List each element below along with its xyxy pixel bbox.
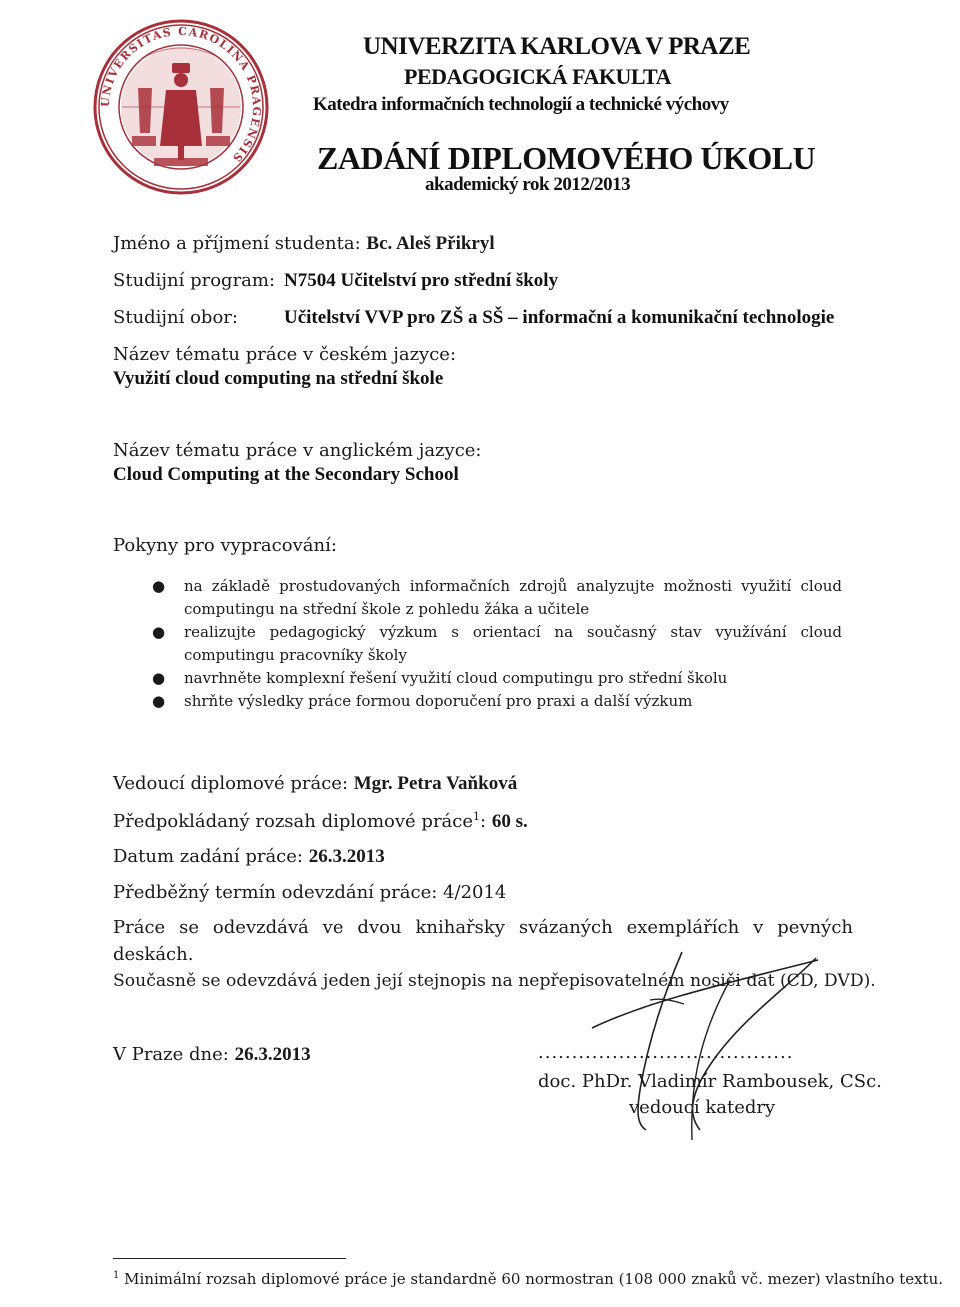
handwritten-signature: [590, 940, 830, 1150]
list-item-line: shrňte výsledky práce formou doporučení pro praxi a další výzkum: [184, 692, 693, 710]
list-item: [152, 667, 842, 690]
deadline-value: 4/2014: [443, 882, 507, 903]
deadline-row: [113, 882, 506, 903]
program-label: Studijní program:: [113, 270, 276, 291]
supervisor-name: Mgr. Petra Vaňková: [353, 773, 518, 794]
assigned-date: 26.3.2013: [308, 846, 385, 867]
list-item-line: navrhněte komplexní řešení využití cloud computingu pro střední školu: [184, 669, 728, 687]
list-item-line: realizujte pedagogický výzkum s orientací na současný stav využívání cloud: [184, 623, 842, 641]
place-date-row: [113, 1044, 311, 1066]
bullet-icon: ●: [152, 577, 166, 595]
list-item-line: computingu pracovníky školy: [184, 646, 407, 664]
scope-colon: :: [480, 811, 487, 832]
footnote: [113, 1270, 943, 1288]
submission-line: Současně se odevzdává jeden její stejnopis na nepřepisovatelném nosiči dat (CD, DVD).: [113, 971, 876, 991]
scope-row: [113, 810, 528, 833]
university-seal: [92, 18, 270, 196]
faculty-name: PEDAGOGICKÁ FAKULTA: [404, 64, 671, 89]
topic-en-value: Cloud Computing at the Secondary School: [113, 464, 459, 485]
footnote-ref: 1: [473, 810, 481, 823]
program-value: N7504 Učitelství pro střední školy: [284, 270, 559, 291]
list-item-line: na základě prostudovaných informačních zdrojů analyzujte možnosti využití cloud: [184, 577, 842, 595]
supervisor-row: [113, 773, 517, 795]
university-name: UNIVERZITA KARLOVA V PRAZE: [363, 33, 751, 60]
assigned-row: [113, 846, 385, 868]
signatory-role: vedoucí katedry: [629, 1097, 776, 1118]
scope-label: Předpokládaný rozsah diplomové práce: [113, 811, 474, 832]
bullet-icon: ●: [152, 623, 166, 641]
submission-line: Práce se odevzdává ve dvou knihařsky svázaných exemplářích v pevných deskách.: [113, 917, 853, 965]
place-date-value: 26.3.2013: [234, 1044, 311, 1065]
topic-en-label: Název tématu práce v anglickém jazyce:: [113, 440, 482, 461]
deadline-label: Předběžný termín odevzdání práce:: [113, 882, 438, 903]
footnote-number: 1: [113, 1270, 120, 1281]
student-row: [113, 233, 495, 255]
document-title: ZADÁNÍ DIPLOMOVÉHO ÚKOLU: [317, 140, 816, 176]
supervisor-label: Vedoucí diplomové práce:: [113, 773, 349, 794]
footnote-divider: [113, 1258, 346, 1259]
assigned-label: Datum zadání práce:: [113, 846, 303, 867]
academic-year: akademický rok 2012/2013: [425, 174, 631, 195]
seal-text: UNIVERSITAS CAROLINA PRAGENSIS: [98, 24, 264, 166]
instructions-label: Pokyny pro vypracování:: [113, 535, 337, 556]
instructions-list: [152, 575, 842, 713]
department-name: Katedra informačních technologií a technické výchovy: [313, 94, 729, 115]
student-label: Jméno a příjmení studenta:: [113, 233, 361, 254]
signatory-name: doc. PhDr. Vladimír Rambousek, CSc.: [538, 1071, 882, 1092]
footnote-text: Minimální rozsah diplomové práce je standardně 60 normostran (108 000 znaků vč. mezer) vlastního textu.: [124, 1270, 944, 1288]
field-label: Studijní obor:: [113, 307, 238, 328]
topic-cz-label: Název tématu práce v českém jazyce:: [113, 344, 457, 365]
topic-cz-value: Využití cloud computing na střední škole: [113, 368, 444, 389]
list-item-line: computingu na střední škole z pohledu žáka a učitele: [184, 600, 590, 618]
list-item: [152, 621, 842, 667]
bullet-icon: ●: [152, 692, 166, 710]
bullet-icon: ●: [152, 669, 166, 687]
field-value: Učitelství VVP pro ZŠ a SŠ – informační a komunikační technologie: [284, 307, 835, 328]
student-name: Bc. Aleš Přikryl: [366, 233, 495, 254]
place-date-label: V Praze dne:: [113, 1044, 229, 1065]
signature-dots: ......................................: [538, 1042, 794, 1063]
list-item: [152, 575, 842, 621]
scope-value: 60 s.: [491, 811, 528, 832]
list-item: [152, 690, 842, 713]
